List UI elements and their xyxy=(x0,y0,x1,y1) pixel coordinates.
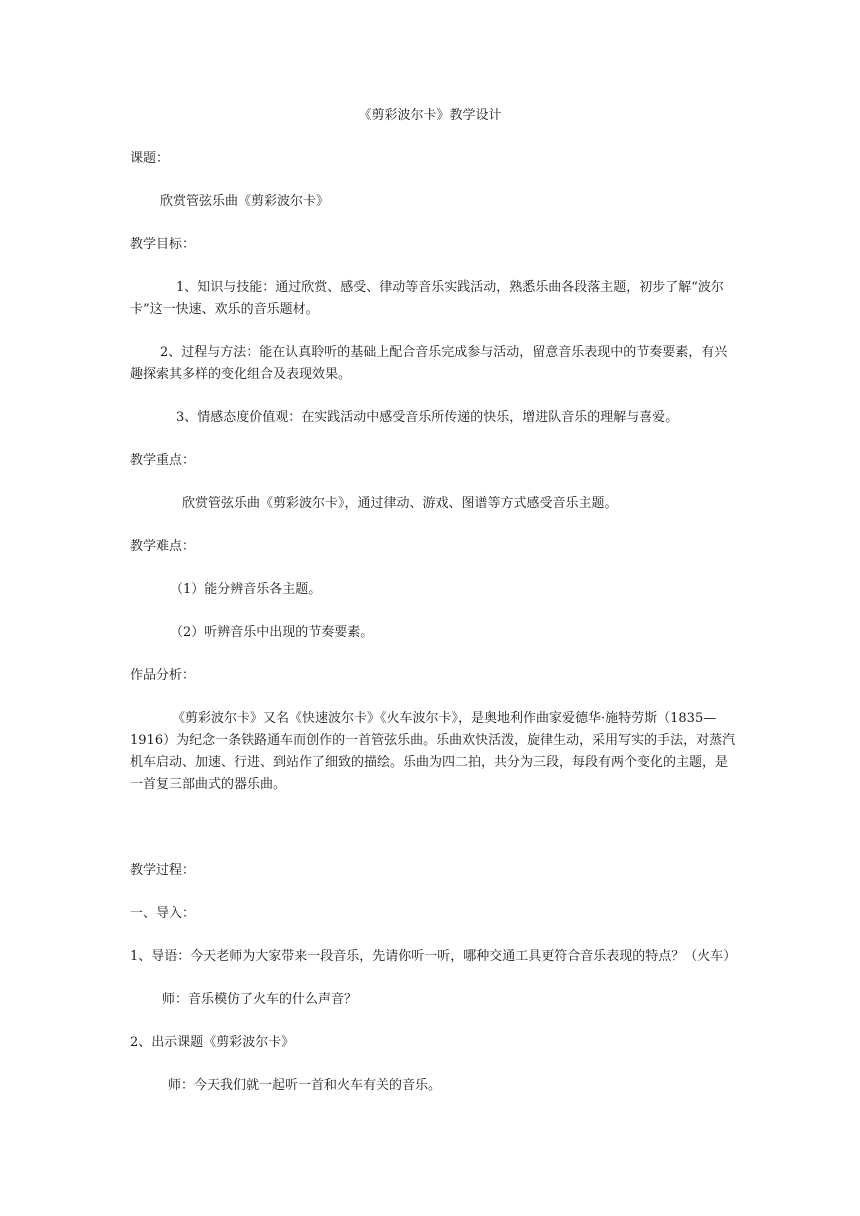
section-heading-objectives: 教学目标： xyxy=(130,237,196,252)
paragraph-line: 2、过程与方法：能在认真聆听的基础上配合音乐完成参与活动，留意音乐表现中的节奏要素，有兴 xyxy=(160,345,728,360)
paragraph-line: 师：今天我们就一起听一首和火车有关的音乐。 xyxy=(168,1078,442,1093)
paragraph-line: 欣赏管弦乐曲《剪彩波尔卡》，通过律动、游戏、图谱等方式感受音乐主题。 xyxy=(182,496,618,511)
section-heading-key-points: 教学重点： xyxy=(130,453,196,468)
paragraph-line: 欣赏管弦乐曲《剪彩波尔卡》 xyxy=(160,194,330,209)
section-heading-process: 教学过程： xyxy=(130,863,196,878)
paragraph-line: 卡”这一快速、欢乐的音乐题材。 xyxy=(130,302,319,317)
paragraph-line: 3、情感态度价值观：在实践活动中感受音乐所传递的快乐，增进队音乐的理解与喜爱。 xyxy=(176,410,679,425)
paragraph-line: 师：音乐模仿了火车的什么声音？ xyxy=(162,992,358,1007)
paragraph-line: 一首复三部曲式的器乐曲。 xyxy=(130,777,287,792)
subheading-intro: 一、导入： xyxy=(130,906,196,921)
list-item: （1）能分辨音乐各主题。 xyxy=(170,582,322,597)
paragraph-line: 1916）为纪念一条铁路通车而创作的一首管弦乐曲。乐曲欢快活泼，旋律生动，采用写实的手法，对蒸汽 xyxy=(130,733,736,748)
paragraph-line: 1、导语：今天老师为大家带来一段音乐，先请你听一听，哪种交通工具更符合音乐表现的特点？（火车） xyxy=(130,949,737,964)
paragraph-line: 趣探索其多样的变化组合及表现效果。 xyxy=(130,367,352,382)
paragraph-line: 机车启动、加速、行进、到站作了细致的描绘。乐曲为四二拍，共分为三段，每段有两个变化的主题，是 xyxy=(130,755,729,770)
paragraph-line: 《剪彩波尔卡》又名《快速波尔卡》《火车波尔卡》，是奥地利作曲家爱德华·施特劳斯（1835— xyxy=(172,711,717,726)
section-heading-analysis: 作品分析： xyxy=(130,668,196,683)
paragraph-line: 2、出示课题《剪彩波尔卡》 xyxy=(130,1035,295,1050)
paragraph-line: 1、知识与技能：通过欣赏、感受、律动等音乐实践活动，熟悉乐曲各段落主题，初步了解“波尔 xyxy=(176,280,724,295)
document-title: 《剪彩波尔卡》教学设计 xyxy=(358,108,502,123)
section-heading-difficulties: 教学难点： xyxy=(130,539,196,554)
section-heading-topic: 课题： xyxy=(130,151,170,166)
list-item: （2）听辨音乐中出现的节奏要素。 xyxy=(170,625,374,640)
